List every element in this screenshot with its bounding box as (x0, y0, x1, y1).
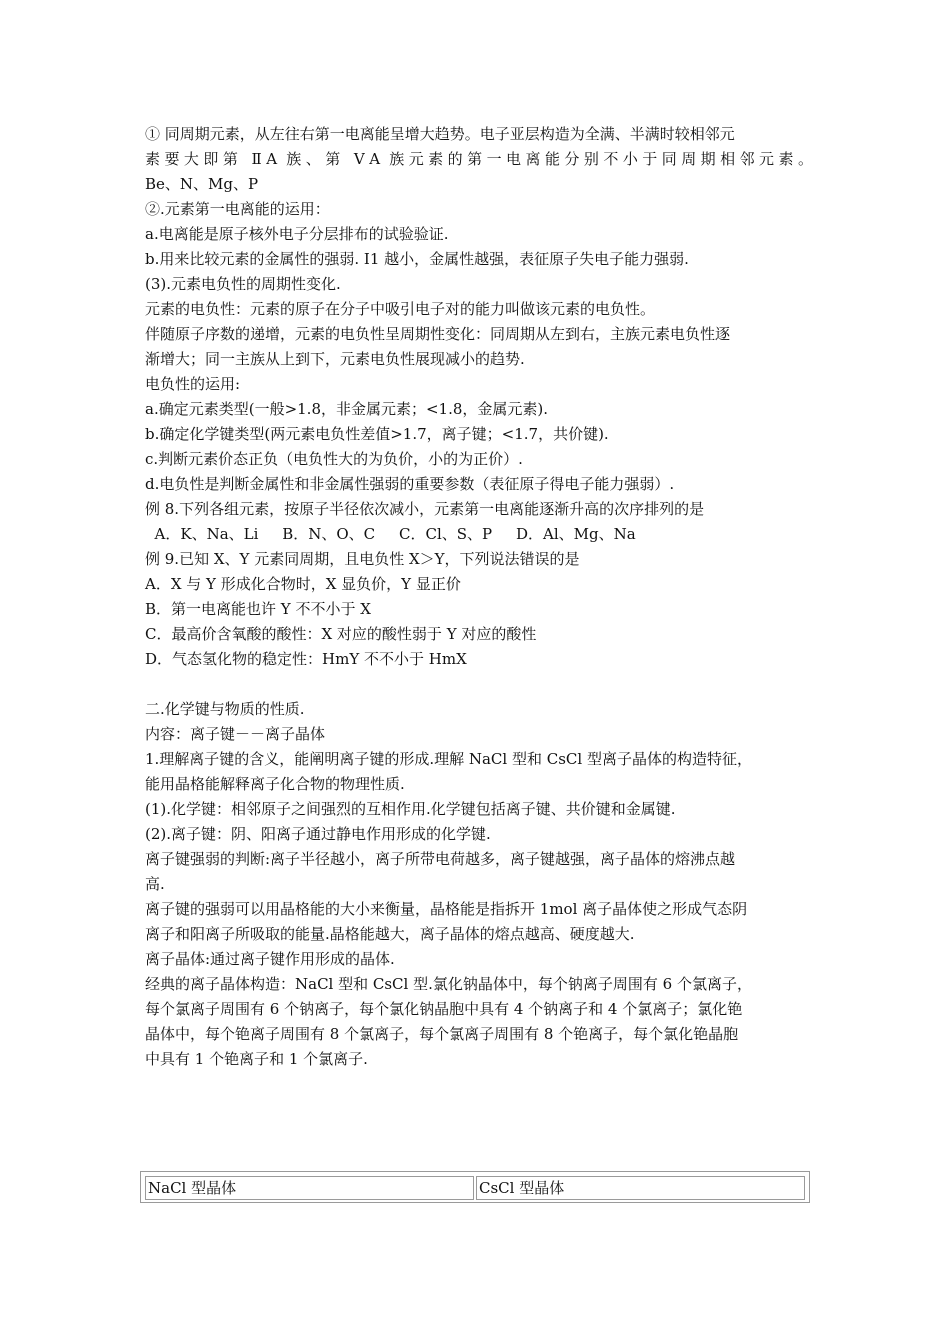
text-line: (1).化学键：相邻原子之间强烈的互相作用.化学键包括离子键、共价键和金属键. (145, 800, 676, 818)
text-line: C．最高价含氧酸的酸性：X 对应的酸性弱于 Y 对应的酸性 (145, 625, 537, 643)
text-line: 例 9.已知 X、Y 元素同周期，且电负性 X＞Y，下列说法错误的是 (145, 550, 580, 568)
text-line: 渐增大；同一主族从上到下，元素电负性展现减小的趋势. (145, 350, 525, 368)
text-line: 元素的电负性：元素的原子在分子中吸引电子对的能力叫做该元素的电负性。 (145, 300, 656, 318)
text-line: 1.理解离子键的含义，能阐明离子键的形成.理解 NaCl 型和 CsCl 型离子晶体的构造特征， (145, 750, 752, 768)
text-line: 离子晶体:通过离子键作用形成的晶体. (145, 950, 395, 968)
text-line: b.用来比较元素的金属性的强弱. I1 越小，金属性越强，表征原子失电子能力强弱. (145, 250, 689, 268)
text-line: 离子键的强弱可以用晶格能的大小来衡量，晶格能是指拆开 1mol 离子晶体使之形成气态阴 (145, 900, 748, 918)
text-line: a.确定元素类型(一般>1.8，非金属元素；<1.8，金属元素). (145, 400, 549, 418)
text-line: A．X 与 Y 形成化合物时，X 显负价，Y 显正价 (145, 575, 461, 593)
table-cell-cscl: CsCl 型晶体 (476, 1176, 805, 1200)
text-line: A．K、Na、Li B．N、O、C C．Cl、S、P D．Al、Mg、Na (145, 525, 636, 543)
text-line: 经典的离子晶体构造：NaCl 型和 CsCl 型.氯化钠晶体中，每个钠离子周围有 6 个氯离子， (145, 975, 752, 993)
text-line: 中具有 1 个铯离子和 1 个氯离子. (145, 1050, 368, 1068)
text-line: 例 8.下列各组元素，按原子半径依次减小，元素第一电离能逐渐升高的次序排列的是 (145, 500, 705, 518)
text-line: ②.元素第一电离能的运用： (145, 200, 330, 218)
text-line: 高. (145, 875, 165, 893)
text-line: (3).元素电负性的周期性变化. (145, 275, 341, 293)
text-line: 离子键强弱的判断:离子半径越小，离子所带电荷越多，离子键越强，离子晶体的熔沸点越 (145, 850, 736, 868)
text-line: ① 同周期元素，从左往右第一电离能呈增大趋势。电子亚层构造为全满、半满时较相邻元 (145, 125, 735, 143)
text-line: b.确定化学键类型(两元素电负性差值>1.7，离子键；<1.7，共价键). (145, 425, 609, 443)
text-line: 能用晶格能解释离子化合物的物理性质. (145, 775, 405, 793)
table-row (145, 1176, 805, 1200)
text-line: 伴随原子序数的递增，元素的电负性呈周期性变化：同周期从左到右，主族元素电负性逐 (145, 325, 731, 343)
section-heading: 二.化学键与物质的性质. (145, 700, 305, 718)
text-line: D．气态氢化物的稳定性：HmY 不不小于 HmX (145, 650, 467, 668)
text-line: (2).离子键：阴、阳离子通过静电作用形成的化学键. (145, 825, 491, 843)
table-cell-nacl: NaCl 型晶体 (145, 1176, 474, 1200)
text-line: 内容：离子键－－离子晶体 (145, 725, 326, 743)
text-line: a.电离能是原子核外电子分层排布的试验验证. (145, 225, 449, 243)
blank-line (145, 672, 813, 697)
table (143, 1174, 807, 1202)
text-line: 离子和阳离子所吸取的能量.晶格能越大，离子晶体的熔点越高、硬度越大. (145, 925, 635, 943)
text-line: 每个氯离子周围有 6 个钠离子，每个氯化钠晶胞中具有 4 个钠离子和 4 个氯离子；氯化铯 (145, 1000, 743, 1018)
text-line: 素要大即第 ⅡA 族、第 ⅤA 族元素的第一电离能分别不小于同周期相邻元素。 (145, 150, 813, 168)
text-line: 电负性的运用: (145, 375, 241, 393)
text-line: c.判断元素价态正负（电负性大的为负价，小的为正价）. (145, 450, 523, 468)
text-line: 晶体中，每个铯离子周围有 8 个氯离子，每个氯离子周围有 8 个铯离子，每个氯化铯晶胞 (145, 1025, 739, 1043)
text-line: Be、N、Mg、P (145, 175, 259, 193)
document-body (145, 122, 813, 1072)
crystal-type-table (140, 1171, 810, 1203)
text-line: d.电负性是判断金属性和非金属性强弱的重要参数（表征原子得电子能力强弱）. (145, 475, 675, 493)
text-line: B．第一电离能也许 Y 不不小于 X (145, 600, 371, 618)
